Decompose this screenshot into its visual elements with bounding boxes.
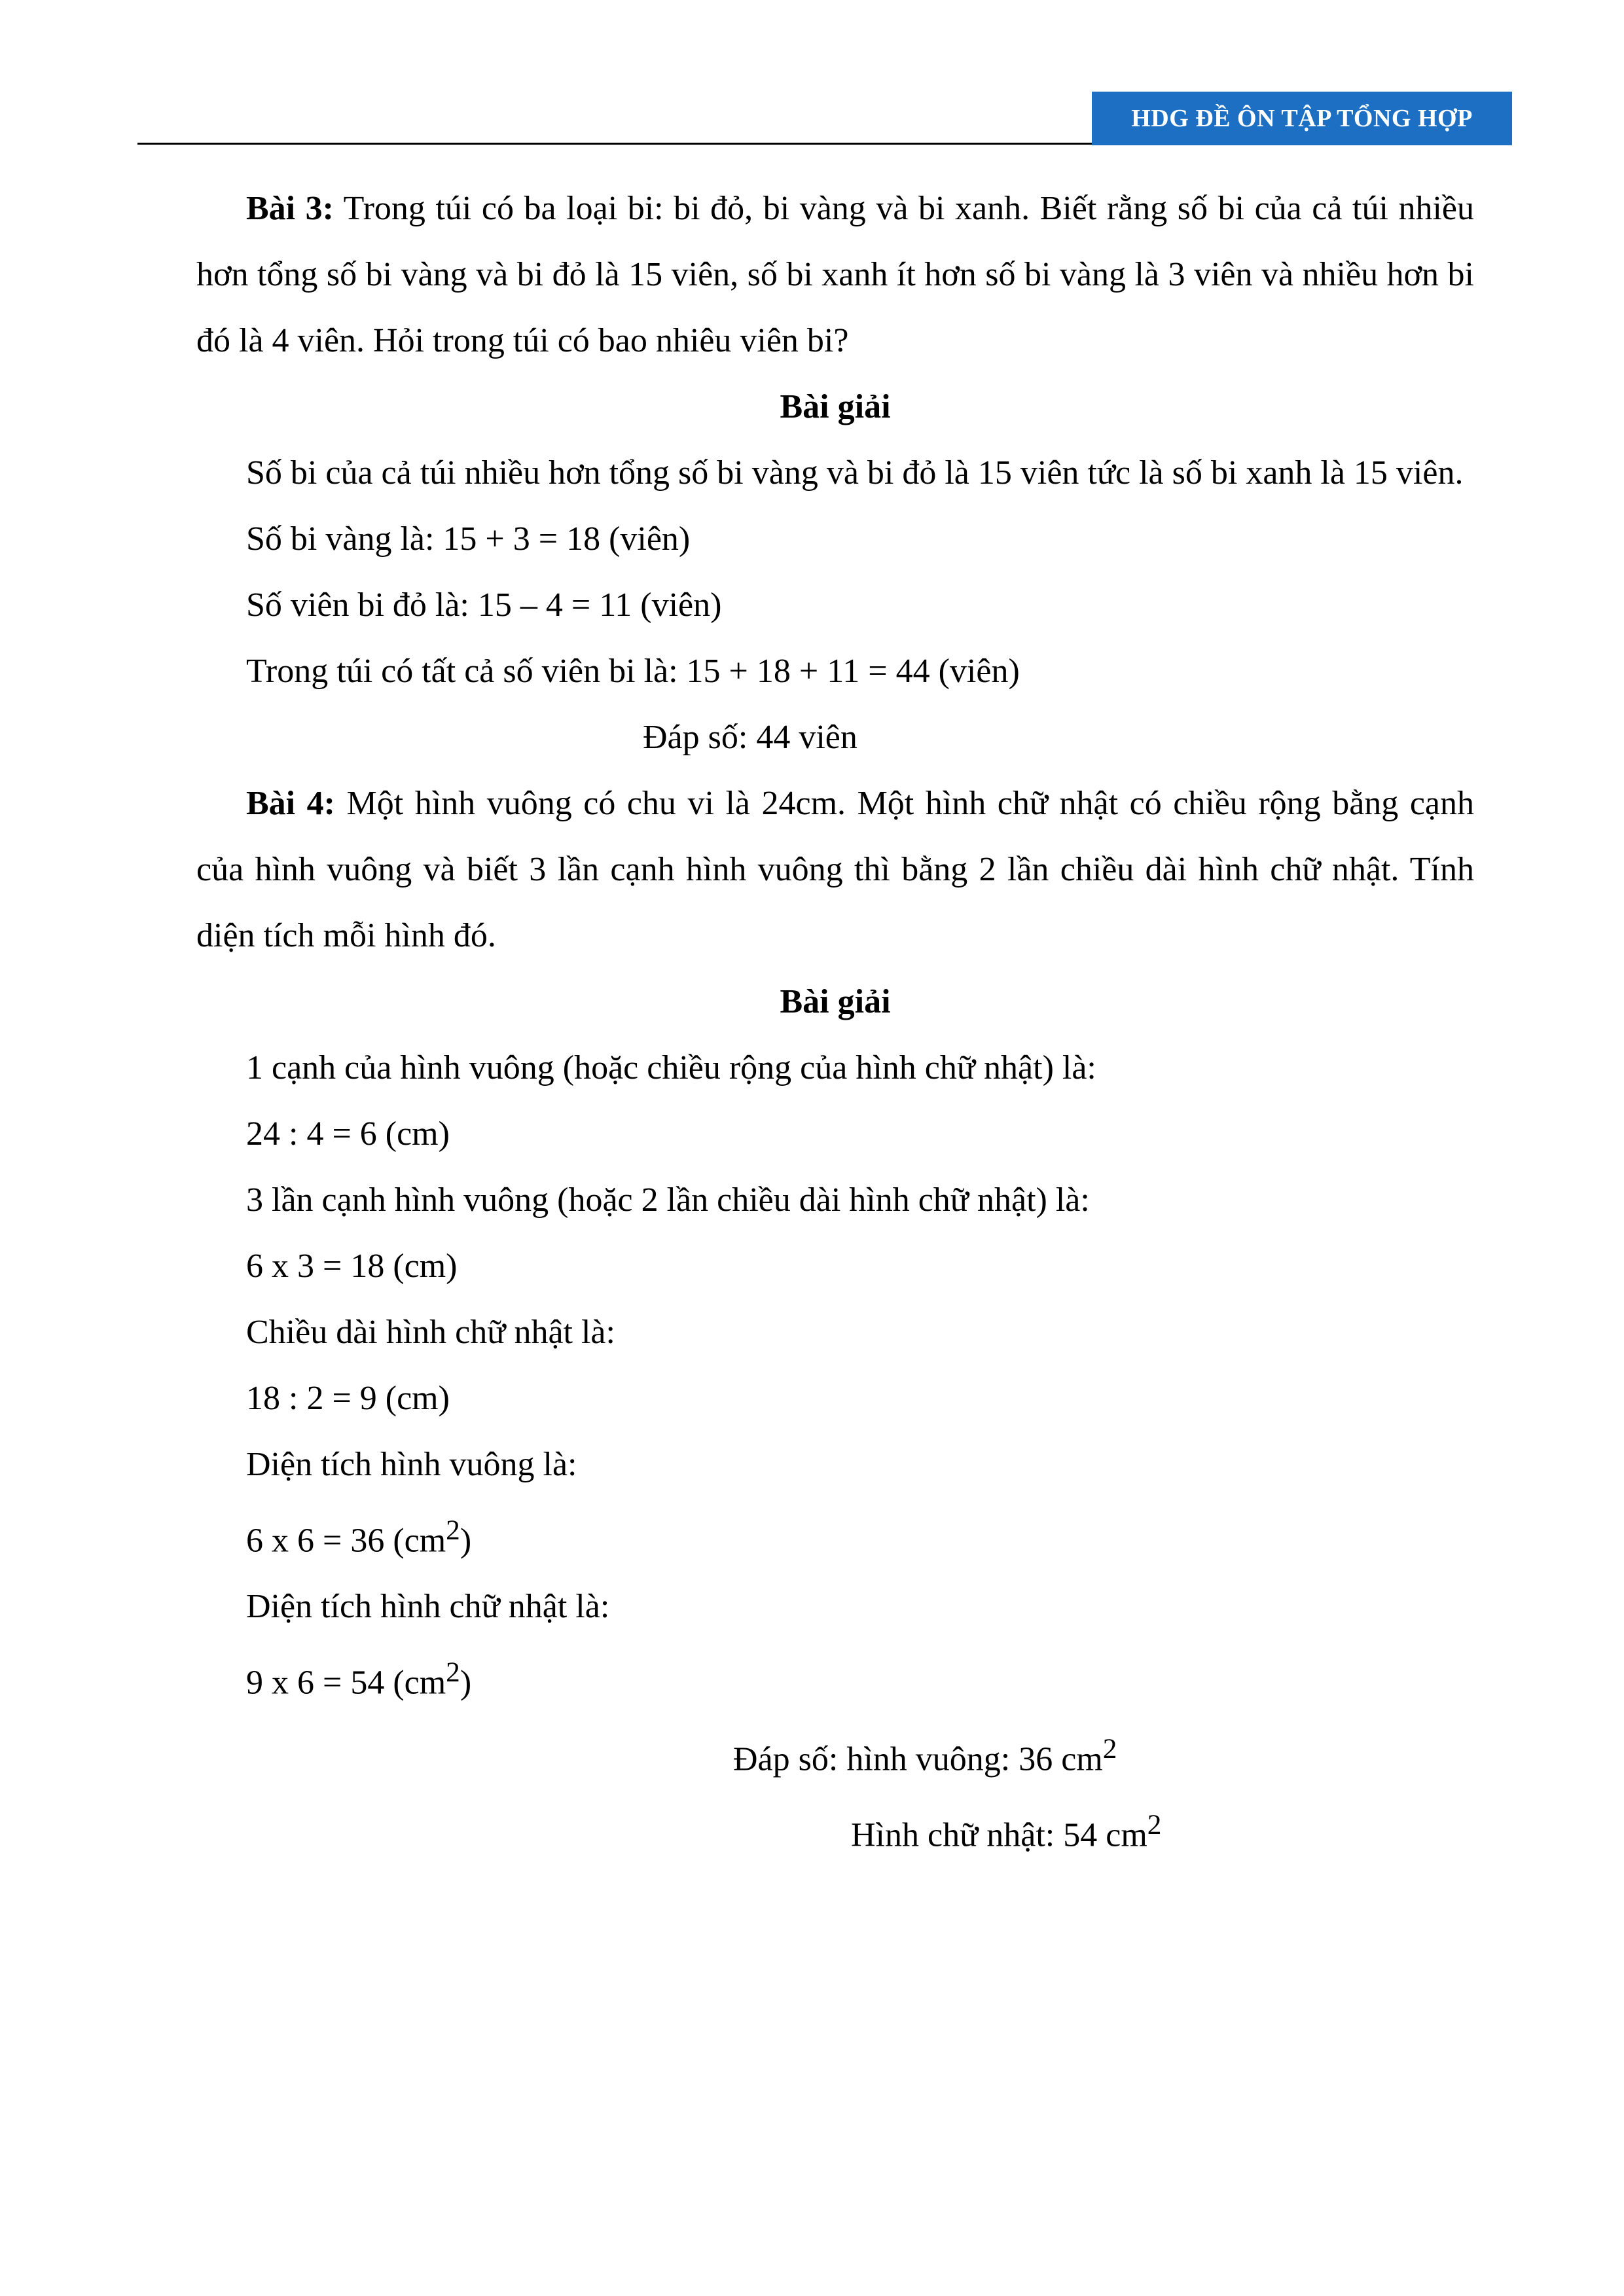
bai4-area-square-sup: 2 [446,1515,460,1546]
bai4-line-2: 24 : 4 = 6 (cm) [246,1115,450,1153]
bai4-answer-rect-text: Hình chữ nhật: 54 cm [851,1816,1147,1854]
bai4-area-rect-text: 9 x 6 = 54 (cm [246,1664,446,1702]
bai4-solution-title: Bài giải [780,983,891,1020]
bai4-answer-square-sup: 2 [1102,1732,1117,1765]
bai4-problem [196,770,1474,969]
bai3-problem-text: Trong túi có ba loại bi: bi đỏ, bi vàng và bi xanh. Biết rằng số bi của cả túi nhiều hơn tổng số bi vàng và bi đỏ là 15 viên, số bi xanh ít hơn số bi vàng là 3 viên và nhiều hơn bi đó là 4 viên. Hỏi trong túi có bao nhiêu viên bi? [196,190,1474,359]
bai3-line-1: Số bi của cả túi nhiều hơn tổng số bi vàng và bi đỏ là 15 viên tức là số bi xanh là 15 viên. [246,454,1464,492]
bai3-solution-title: Bài giải [780,388,891,425]
bai4-answer-square-text: Đáp số: hình vuông: 36 cm [733,1740,1103,1778]
bai4-line-4: 6 x 3 = 18 (cm) [246,1247,458,1285]
bai3-answer: Đáp số: 44 viên [643,719,857,756]
bai4-area-square-close: ) [460,1522,472,1560]
bai4-area-rect [196,1640,1474,1715]
bai3-label: Bài 3: [246,190,334,227]
bai4-problem-text: Một hình vuông có chu vi là 24cm. Một hình chữ nhật có chiều rộng bằng cạnh của hình vuông và biết 3 lần cạnh hình vuông thì bằng 2 lần chiều dài hình chữ nhật. Tính diện tích mỗi hình đó. [196,785,1474,954]
bai3-problem [196,175,1474,374]
bai4-line-5: Chiều dài hình chữ nhật là: [246,1314,615,1351]
bai4-area-rect-close: ) [460,1664,472,1702]
bai4-answer-rect-sup: 2 [1147,1808,1162,1840]
bai4-rect-area-label: Diện tích hình chữ nhật là: [246,1588,610,1626]
bai4-area-rect-sup: 2 [446,1657,460,1689]
bai4-line-1: 1 cạnh của hình vuông (hoặc chiều rộng của hình chữ nhật) là: [246,1049,1096,1086]
bai3-line-2: Số bi vàng là: 15 + 3 = 18 (viên) [246,520,691,558]
page-content [196,175,1474,1868]
bai4-line-6: 18 : 2 = 9 (cm) [246,1380,450,1417]
bai3-line-4: Trong túi có tất cả số viên bi là: 15 + 18 + 11 = 44 (viên) [246,653,1020,690]
bai4-line-3: 3 lần cạnh hình vuông (hoặc 2 lần chiều dài hình chữ nhật) là: [246,1181,1090,1219]
bai4-area-square [196,1498,1474,1573]
bai3-line-3: Số viên bi đỏ là: 15 – 4 = 11 (viên) [246,586,722,624]
bai4-line-7: Diện tích hình vuông là: [246,1446,577,1483]
bai4-answer-square [196,1716,1474,1792]
bai4-area-square-text: 6 x 6 = 36 (cm [246,1522,446,1560]
bai4-answer-rect [196,1792,1474,1868]
bai4-label: Bài 4: [246,785,335,822]
header-badge: HDG ĐỀ ÔN TẬP TỔNG HỢP [1092,92,1512,145]
